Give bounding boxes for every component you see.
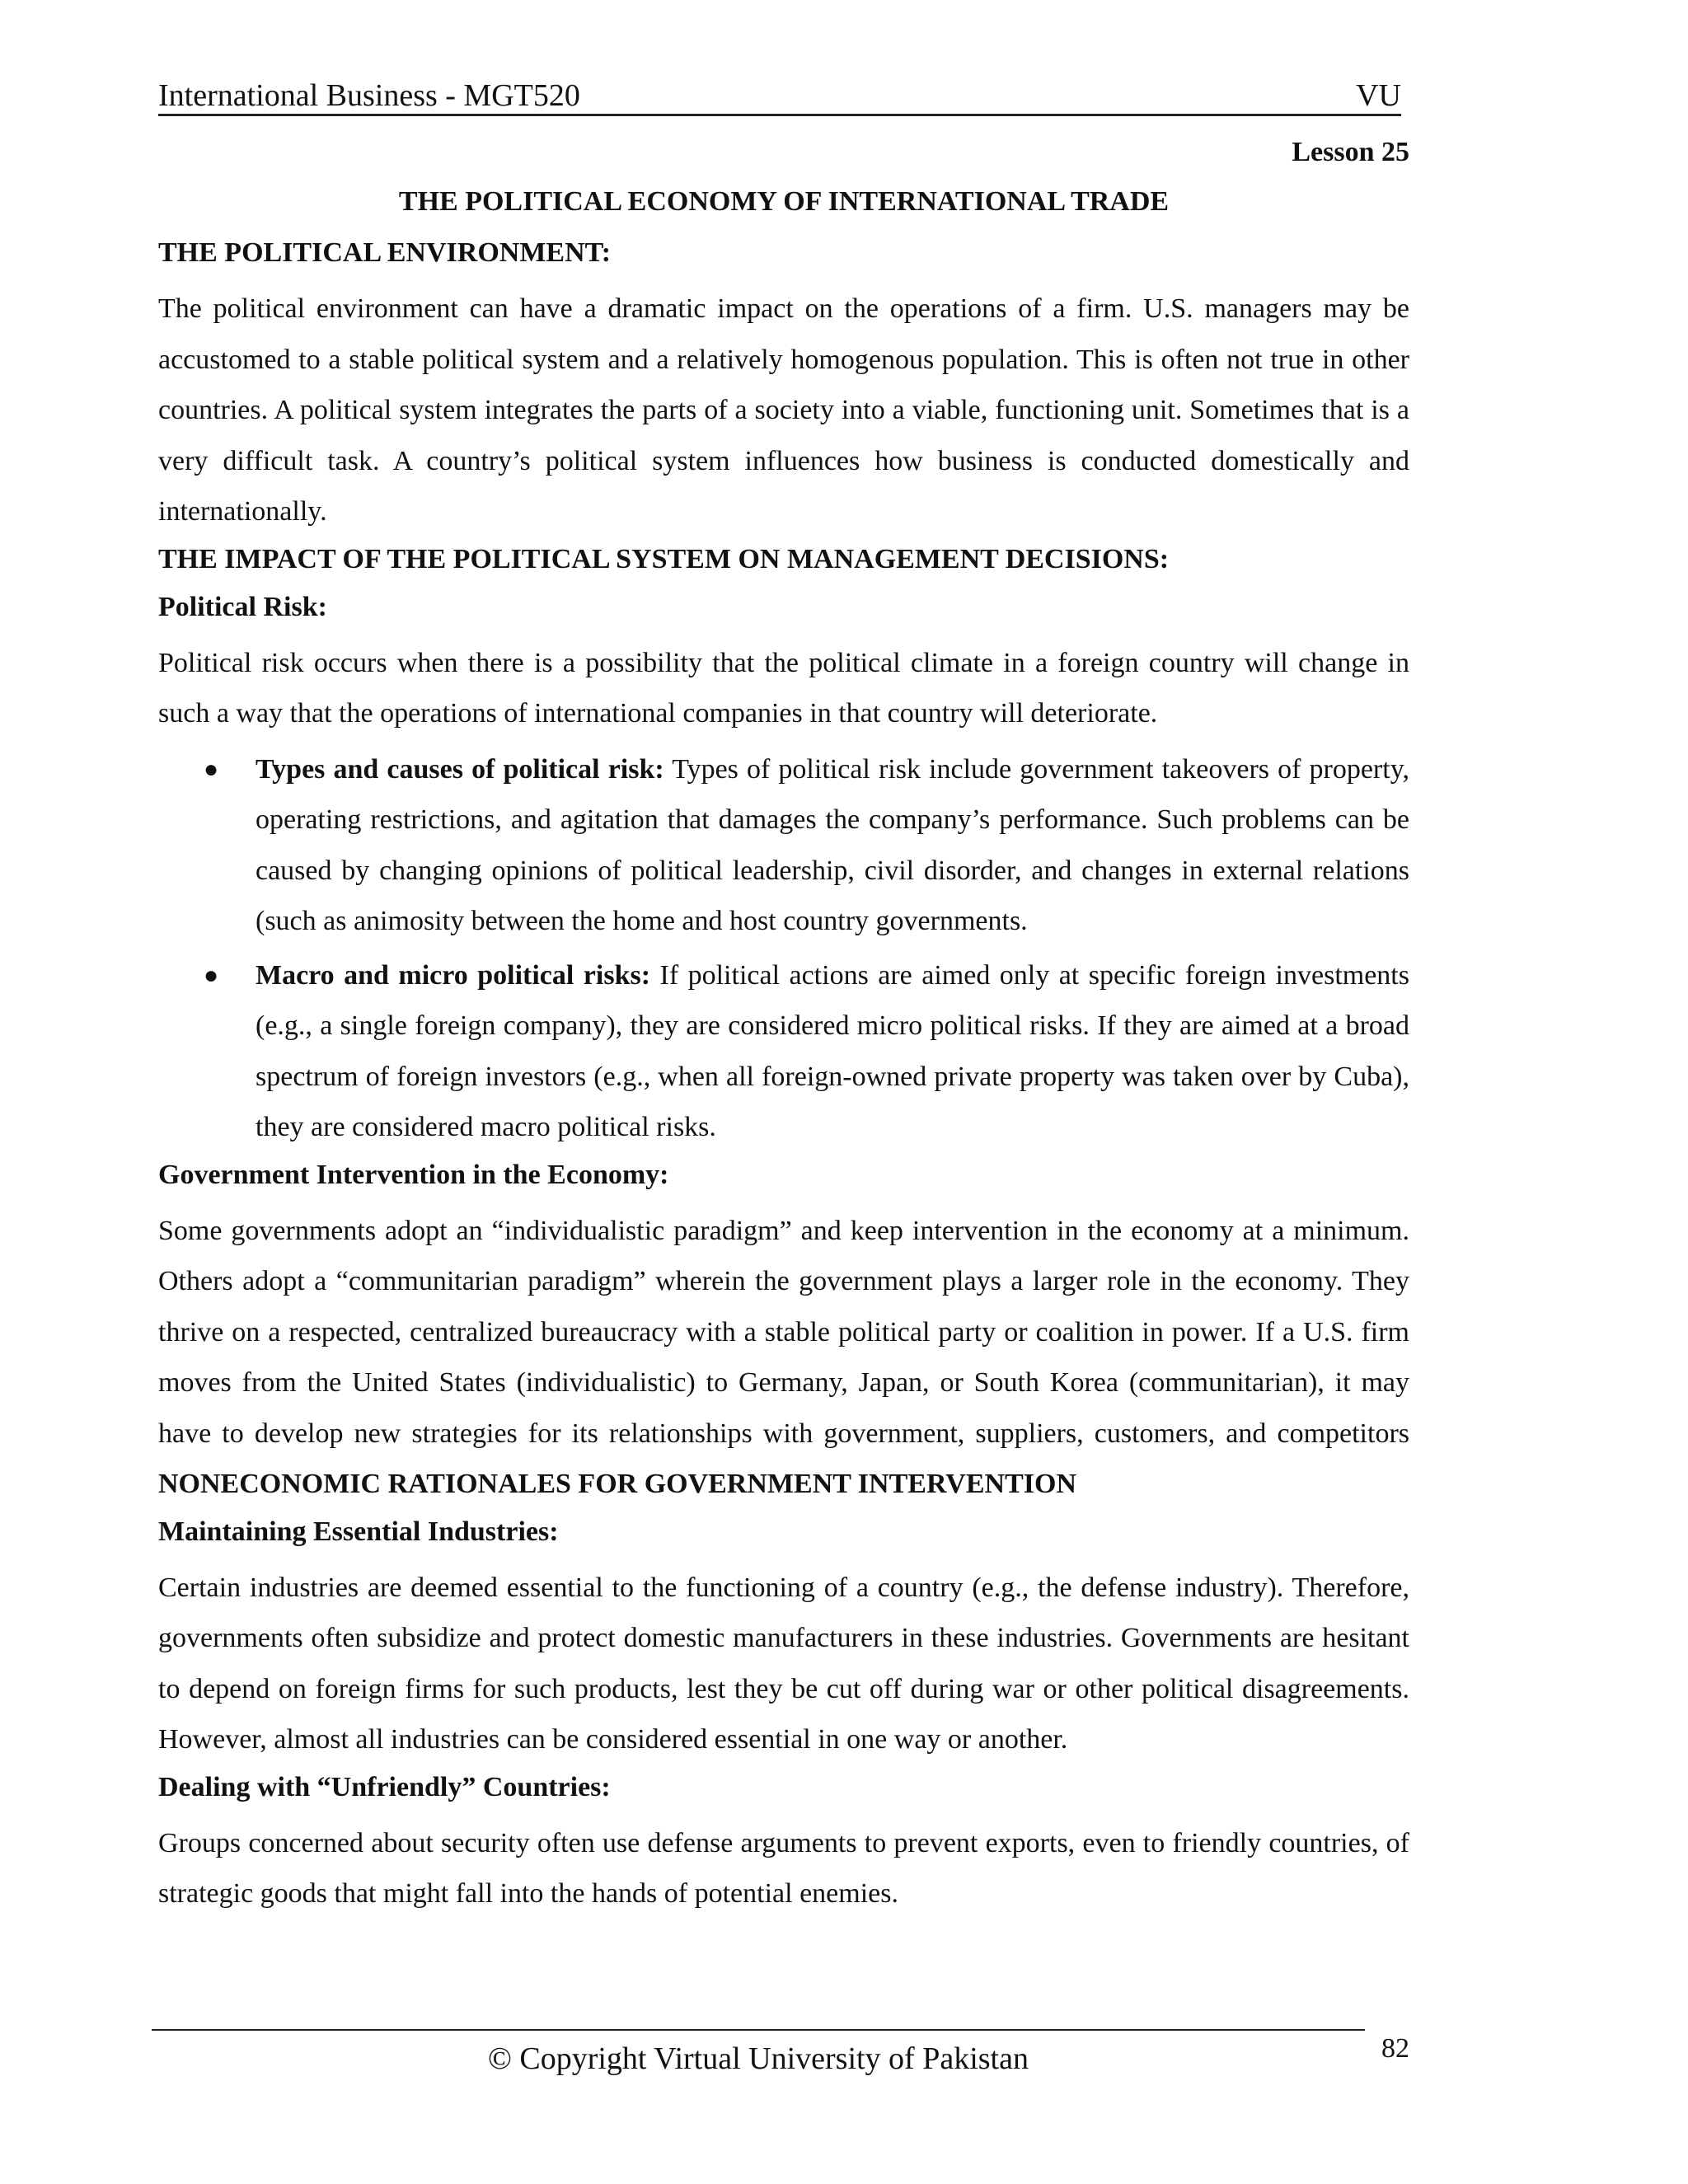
org-name: VU (1356, 78, 1401, 113)
paragraph-text: Some governments adopt an “individualistic paradigm” and keep intervention in the economy at a minimum. Others adopt a “communitarian paradigm” wherein the government plays a larger role in the economy. They thrive on a respected, centralized bureaucracy with a stable political party or coalition in power. If a U.S. firm moves from the United States (individualistic) to Germany, Japan, or South Korea (communitarian), it may have to develop new strategies for its relationships with government, suppliers, customers, and competitors (158, 1215, 1409, 1449)
list-item (158, 744, 1409, 947)
bullet-icon: ● (204, 961, 219, 989)
course-title: International Business - MGT520 (158, 78, 580, 113)
list-item (158, 950, 1409, 1153)
heading-government-intervention: Government Intervention in the Economy: (158, 1159, 669, 1190)
list-item-text: If political actions are aimed only at specific foreign investments (e.g., a single foreign company), they are considered micro political risks. If they are aimed at a broad spectrum of foreign investors (e.g., when all foreign-owned private property was taken over by Cuba), they are considered macro political risks. (256, 959, 1409, 1142)
paragraph-political-risk: Political risk occurs when there is a possibility that the political climate in a foreign country will change in such a way that the operations of international companies in that country will deteriorate. (158, 647, 1409, 729)
heading-political-environment: THE POLITICAL ENVIRONMENT: (158, 237, 612, 268)
political-risk-list (158, 744, 1409, 1153)
paragraph-essential-industries: Certain industries are deemed essential to the functioning of a country (e.g., the defense industry). Therefore, governments often subsidize and protect domestic manufacturers in these industries. Governments are hesitant to depend on foreign firms for such products, lest they be cut off during war or other political disagreements. However, almost all industries can be considered essential in one way or another. (158, 1572, 1409, 1755)
lesson-label: Lesson 25 (1292, 137, 1409, 167)
heading-political-risk: Political Risk: (158, 591, 327, 622)
page-header (158, 77, 1401, 116)
bullet-icon: ● (204, 755, 219, 783)
page-title: THE POLITICAL ECONOMY OF INTERNATIONAL TRADE (398, 186, 1170, 217)
list-item-term: Types and causes of political risk: (256, 753, 664, 785)
page-number: 82 (1381, 2033, 1409, 2064)
heading-essential-industries: Maintaining Essential Industries: (158, 1516, 559, 1547)
paragraph-unfriendly-countries: Groups concerned about security often use defense arguments to prevent exports, even to friendly countries, of strategic goods that might fall into the hands of potential enemies. (158, 1827, 1409, 1909)
copyright-text: © Copyright Virtual University of Pakistan (487, 2041, 1029, 2076)
heading-noneconomic-rationales: NONECONOMIC RATIONALES FOR GOVERNMENT INTERVENTION (158, 1469, 1076, 1499)
list-item-term: Macro and micro political risks: (256, 959, 651, 991)
heading-unfriendly-countries: Dealing with “Unfriendly” Countries: (158, 1771, 611, 1802)
paragraph-political-environment: The political environment can have a dramatic impact on the operations of a firm. U.S. managers may be accustomed to a stable political system and a relatively homogenous population. This is often not true in other countries. A political system integrates the parts of a society into a viable, functioning unit. Sometimes that is a very difficult task. A country’s political system influences how business is conducted domestically and internationally. (158, 293, 1409, 527)
list-item-text: Types of political risk include government takeovers of property, operating restrictions, and agitation that damages the company’s performance. Such problems can be caused by changing opinions of political leadership, civil disorder, and changes in external relations (such as animosity between the home and host country governments. (256, 753, 1409, 936)
heading-impact: THE IMPACT OF THE POLITICAL SYSTEM ON MANAGEMENT DECISIONS: (158, 543, 1170, 574)
page-footer (152, 2029, 1365, 2076)
paragraph-government-intervention (158, 1206, 1409, 1510)
document-body (158, 135, 1409, 1924)
